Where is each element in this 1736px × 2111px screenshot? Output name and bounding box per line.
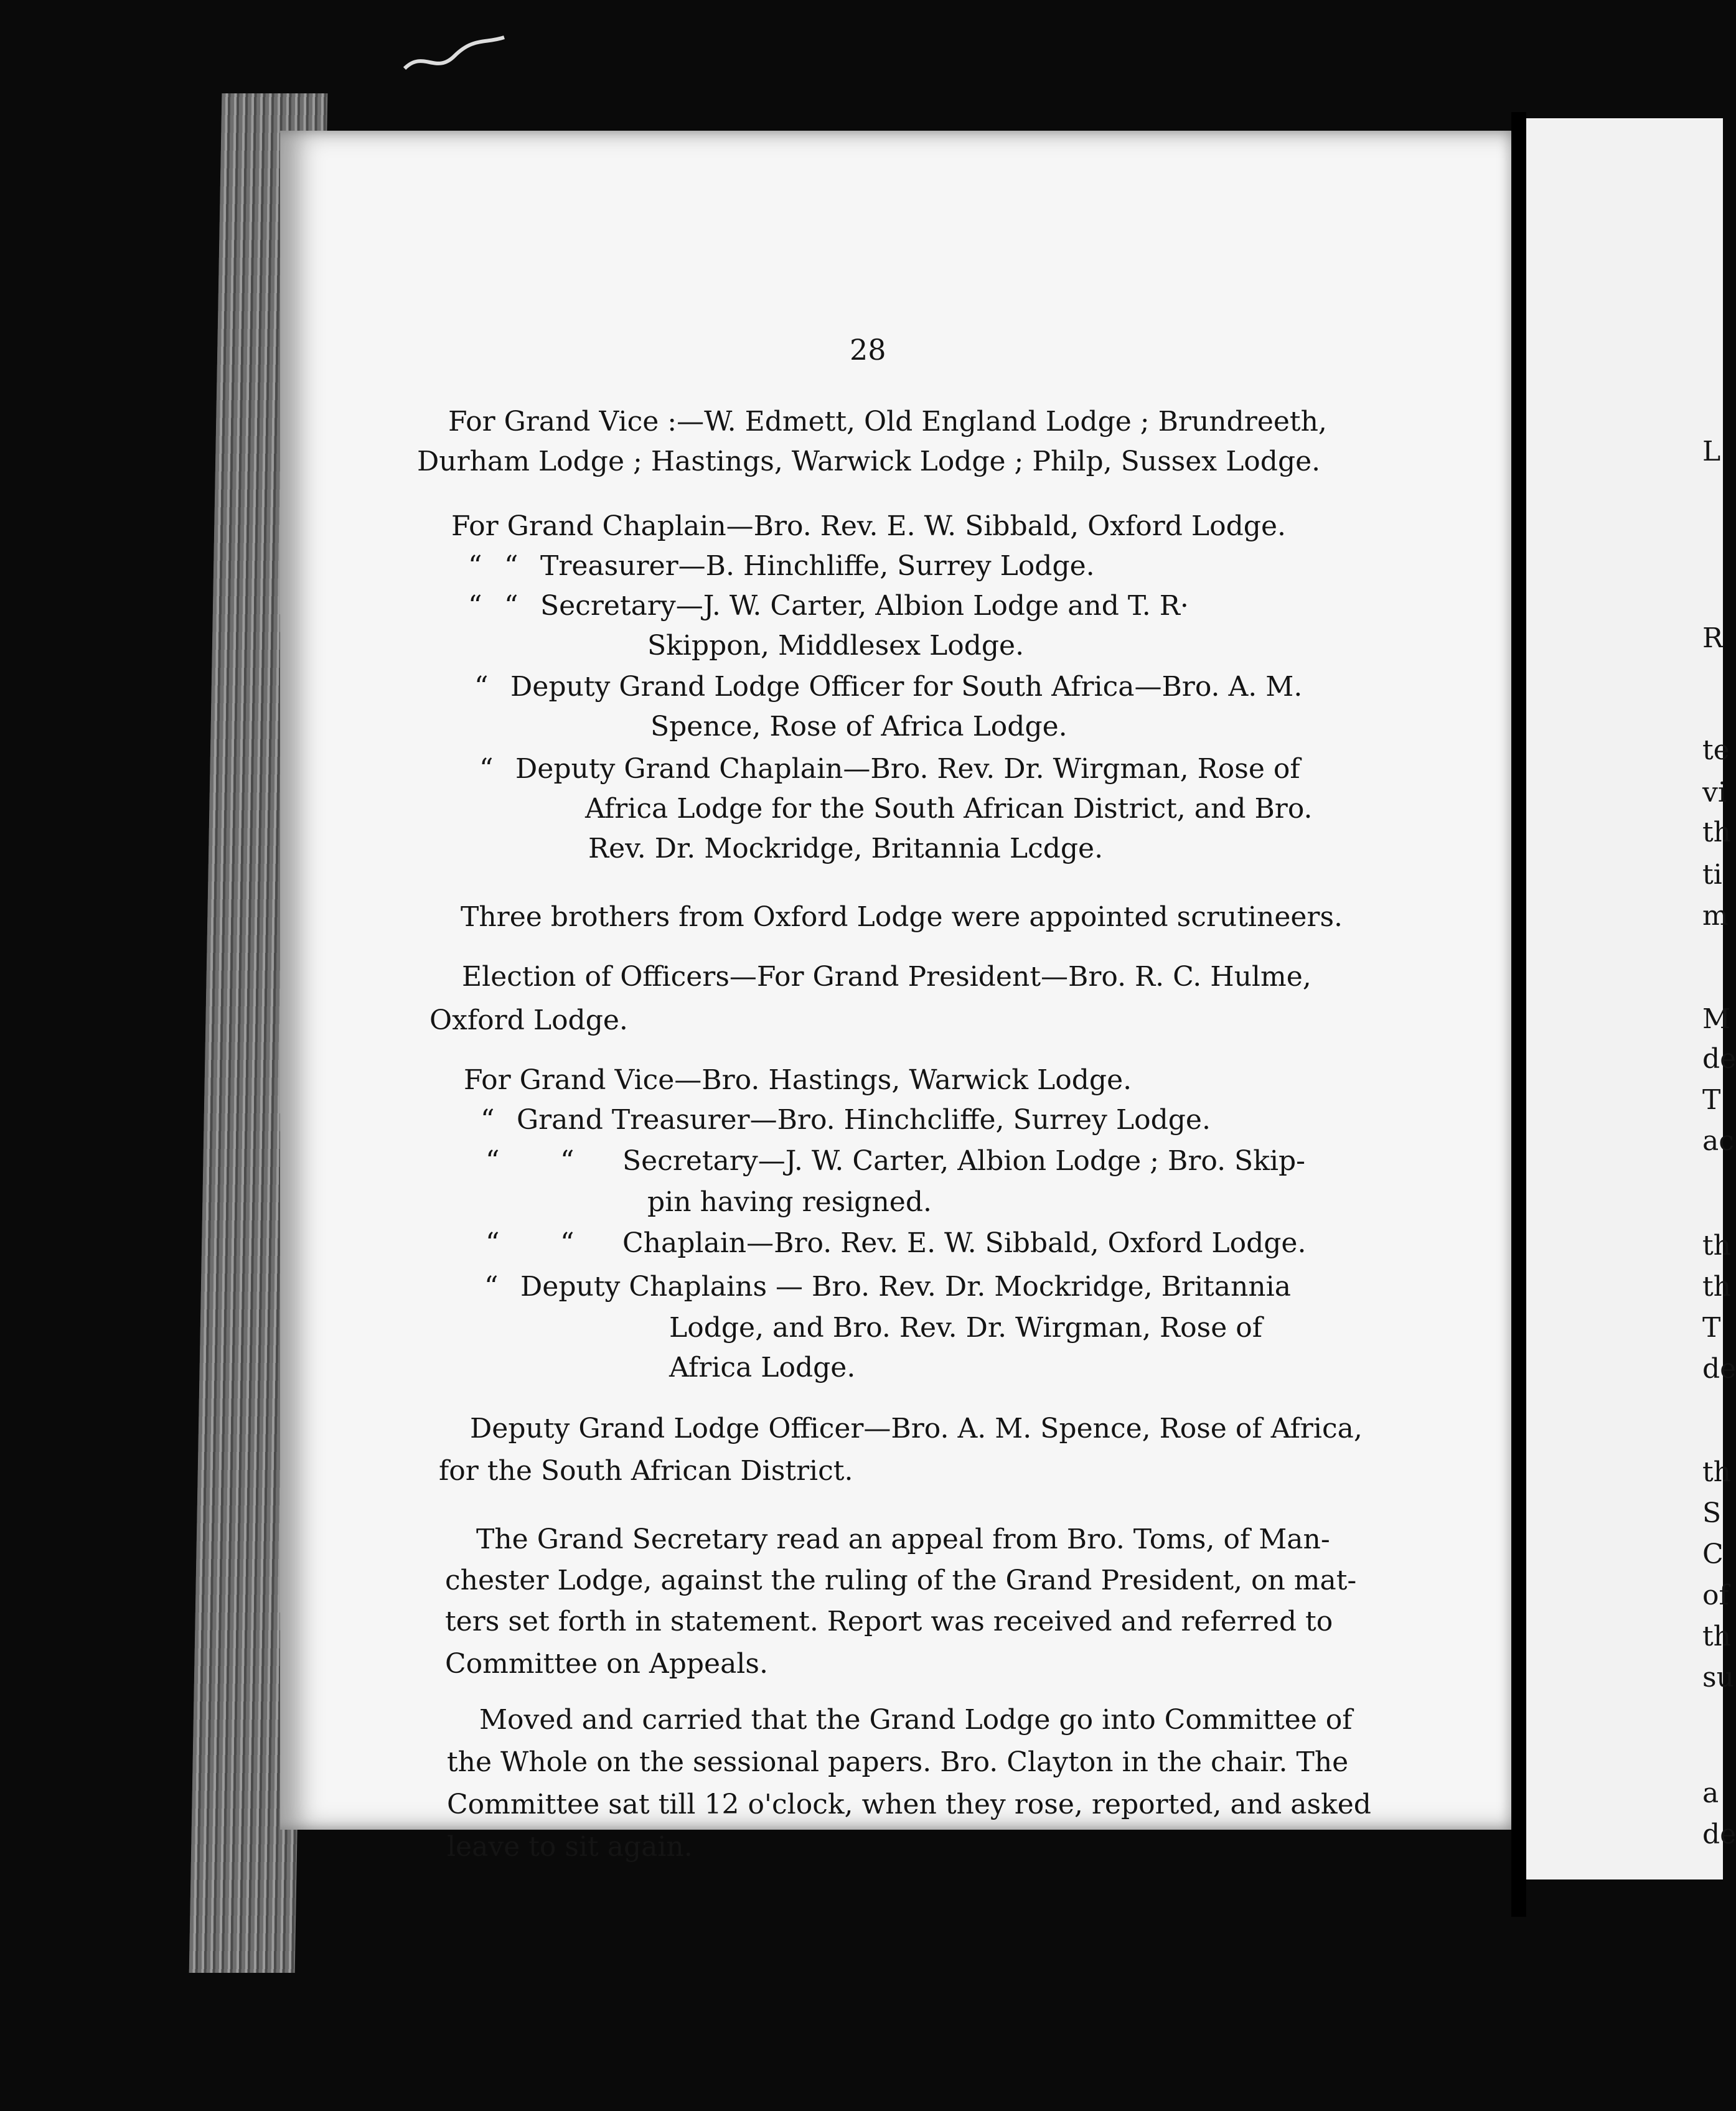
right-page-fragment: th (1702, 1456, 1732, 1488)
right-page-fragment: T (1702, 1312, 1721, 1344)
ditto-mark: “ (486, 1145, 500, 1177)
right-page-fragment: T (1702, 1084, 1721, 1116)
text-line: For Grand Vice—Bro. Hastings, Warwick Lodge. (464, 1064, 1132, 1096)
text-line: Skippon, Middlesex Lodge. (647, 630, 1025, 662)
right-page-fragment: th (1702, 817, 1732, 848)
text-line: the Whole on the sessional papers. Bro. Clayton in the chair. The (447, 1746, 1349, 1778)
right-page-fragment: S (1702, 1497, 1722, 1529)
right-page-fragment: a (1702, 1777, 1719, 1809)
text-line: Durham Lodge ; Hastings, Warwick Lodge ; Philp, Sussex Lodge. (417, 446, 1321, 477)
ditto-mark: “ (560, 1227, 575, 1259)
right-page-fragment: th (1702, 1271, 1732, 1303)
right-page-fragment: R (1702, 622, 1724, 654)
text-line: For Grand Chaplain—Bro. Rev. E. W. Sibbald, Oxford Lodge. (451, 510, 1286, 542)
right-page-fragment: ac (1702, 1125, 1734, 1157)
text-line: “ “ Secretary—J. W. Carter, Albion Lodge and T. R· (468, 589, 1189, 624)
right-page-fragment: M (1702, 1003, 1731, 1035)
ditto-mark: “ (468, 550, 482, 582)
text-line: Election of Officers—For Grand President—Bro. R. C. Hulme, (462, 961, 1311, 993)
right-page-fragment: te (1702, 734, 1730, 766)
right-page-fragment: m (1702, 900, 1729, 932)
text-line: Committee on Appeals. (445, 1648, 768, 1680)
text-line: “ Deputy Grand Chaplain—Bro. Rev. Dr. Wirgman, Rose of (479, 752, 1300, 787)
text-line: “ “ Treasurer—B. Hinchliffe, Surrey Lodge. (468, 549, 1095, 584)
text-line: Three brothers from Oxford Lodge were appointed scrutineers. (461, 901, 1343, 933)
text-line: Africa Lodge. (669, 1352, 856, 1383)
ditto-mark: “ (486, 1227, 500, 1259)
text-line: Spence, Rose of Africa Lodge. (650, 711, 1067, 742)
text-line: Lodge, and Bro. Rev. Dr. Wirgman, Rose of (669, 1312, 1263, 1344)
right-page (1526, 118, 1723, 1879)
text-line: leave to sit again. (447, 1831, 693, 1863)
right-page-fragment: vi (1702, 777, 1727, 808)
text-line: “ Deputy Chaplains — Bro. Rev. Dr. Mockridge, Britannia (484, 1270, 1291, 1304)
ditto-mark: “ (504, 590, 518, 622)
gutter (1511, 112, 1526, 1917)
ditto-mark: “ (474, 671, 489, 703)
text-line: Deputy Grand Lodge Officer—Bro. A. M. Spence, Rose of Africa, (470, 1413, 1363, 1444)
right-page-fragment: su (1702, 1662, 1734, 1693)
right-page-fragment: de (1702, 1353, 1736, 1385)
text-line: Rev. Dr. Mockridge, Britannia Lcdge. (588, 833, 1104, 864)
text-line: “ Grand Treasurer—Bro. Hinchcliffe, Surrey Lodge. (481, 1103, 1211, 1138)
ditto-mark: “ (484, 1271, 499, 1303)
text-line: ters set forth in statement. Report was received and referred to (445, 1606, 1333, 1637)
right-page-fragment: C (1702, 1538, 1724, 1570)
ditto-mark: “ (468, 590, 482, 622)
text-line: Moved and carried that the Grand Lodge go into Committee of (479, 1704, 1353, 1736)
ditto-mark: “ (481, 1104, 495, 1136)
text-line: The Grand Secretary read an appeal from Bro. Toms, of Man- (476, 1524, 1330, 1555)
right-page-fragment: de (1702, 1043, 1736, 1075)
text-line: Oxford Lodge. (429, 1004, 628, 1036)
text-line: chester Lodge, against the ruling of the Grand President, on mat- (445, 1565, 1357, 1596)
text-line: For Grand Vice :—W. Edmett, Old England Lodge ; Brundreeth, (448, 406, 1327, 438)
text-line: for the South African District. (439, 1455, 853, 1487)
right-page-fragment: th (1702, 1621, 1732, 1652)
right-page-fragment: of (1702, 1580, 1729, 1611)
scratch-mark-icon (398, 25, 523, 87)
right-page-fragment: ti (1702, 859, 1722, 891)
page-number: 28 (850, 333, 886, 367)
text-line: “ “ Chaplain—Bro. Rev. E. W. Sibbald, Oxford Lodge. (486, 1226, 1306, 1261)
right-page-fragment: th (1702, 1230, 1732, 1261)
right-page-fragment: L (1702, 436, 1721, 467)
text-line: “ “ Secretary—J. W. Carter, Albion Lodge ; Bro. Skip- (486, 1144, 1305, 1179)
text-line: “ Deputy Grand Lodge Officer for South Africa—Bro. A. M. (474, 670, 1302, 704)
ditto-mark: “ (479, 753, 494, 785)
right-page-fragment: de (1702, 1818, 1736, 1850)
ditto-mark: “ (560, 1145, 575, 1177)
ditto-mark: “ (504, 550, 518, 582)
text-line: pin having resigned. (647, 1186, 932, 1218)
text-line: Committee sat till 12 o'clock, when they rose, reported, and asked (447, 1789, 1371, 1820)
text-line: Africa Lodge for the South African District, and Bro. (585, 793, 1313, 825)
